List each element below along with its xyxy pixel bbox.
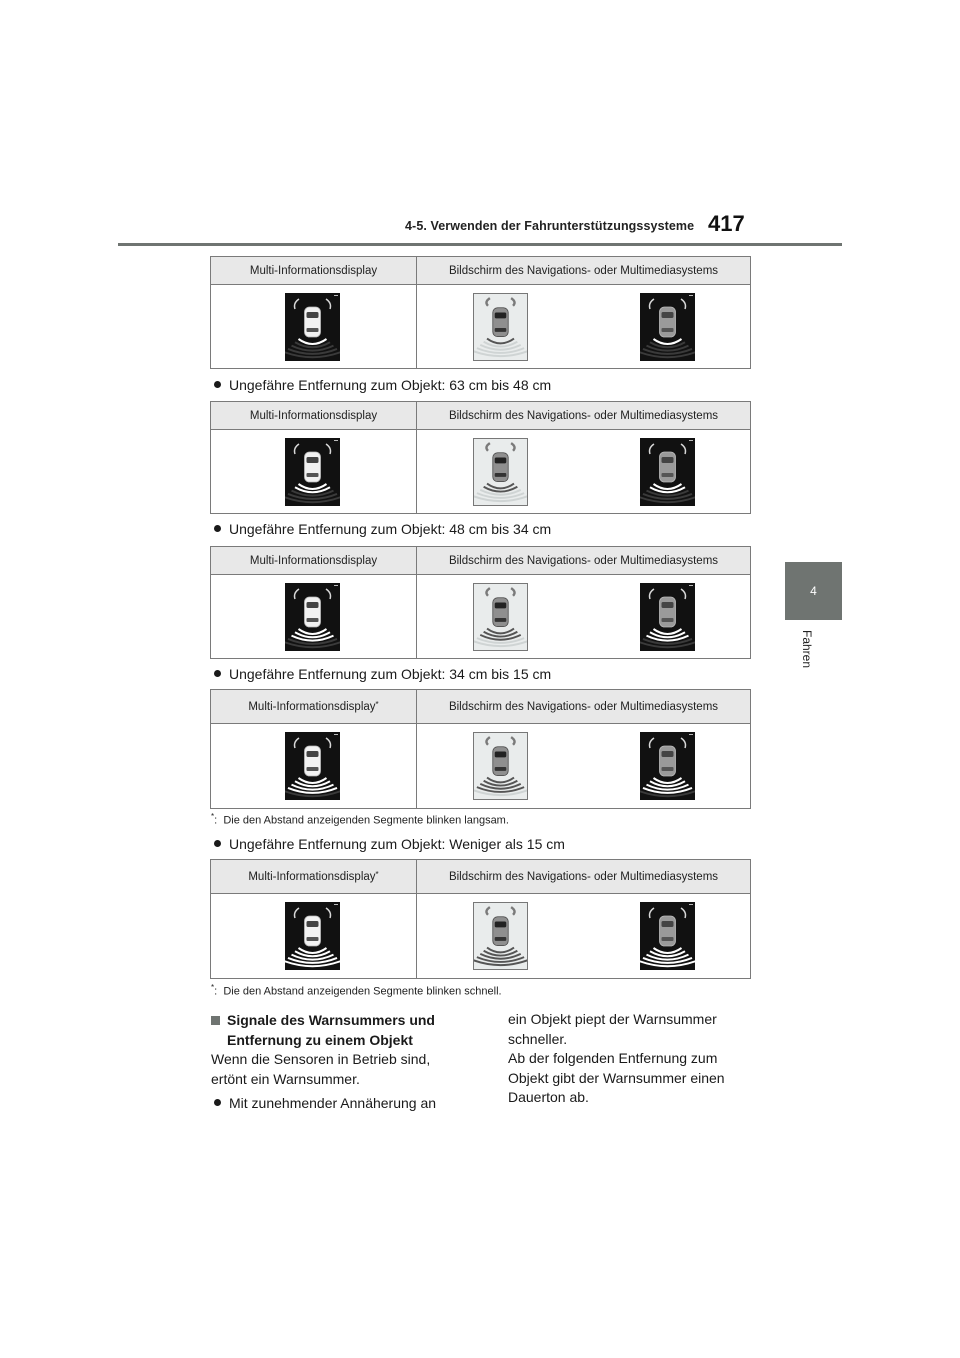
footnote: *: Die den Abstand anzeigenden Segmente blinken schnell. xyxy=(211,983,502,998)
nav-parking-display-dark xyxy=(640,902,695,970)
nav-parking-display xyxy=(473,732,528,800)
chapter-label: Fahren xyxy=(800,630,814,669)
car-windshield xyxy=(662,921,674,927)
column-header-mid: Multi-Informationsdisplay * xyxy=(211,690,417,723)
indicator-mark xyxy=(334,440,338,441)
display-table-3 xyxy=(210,546,751,659)
nav-parking-display xyxy=(473,902,528,970)
car-icon xyxy=(305,916,321,946)
table-header xyxy=(211,547,750,575)
column-header-nav: Bildschirm des Navigations- oder Multimediasystems xyxy=(448,700,719,713)
car-rear-window xyxy=(307,473,319,477)
car-icon xyxy=(305,746,321,776)
body-paragraph-col2: ein Objekt piept der Warnsummer schneller. Ab der folgenden Entfernung zum Objekt gibt der Warnsummer einen Dauerton ab. xyxy=(508,1011,725,1105)
indicator-mark xyxy=(334,904,338,905)
nav-parking-display xyxy=(473,438,528,506)
car-icon xyxy=(660,597,676,627)
section-title: 4-5. Verwenden der Fahrunterstützungssysteme xyxy=(405,219,695,233)
indicator-mark xyxy=(334,295,338,296)
body-bullet: Mit zunehmender Annäherung an xyxy=(214,1095,436,1111)
nav-parking-display-dark xyxy=(640,732,695,800)
car-icon xyxy=(660,916,676,946)
nav-parking-display-dark xyxy=(640,293,695,361)
car-rear-window xyxy=(662,937,674,941)
car-windshield xyxy=(662,602,674,608)
column-header-mid: Multi-Informationsdisplay xyxy=(211,257,417,284)
asterisk-marker: * xyxy=(375,700,379,709)
indicator-mark xyxy=(689,904,693,905)
mid-parking-display xyxy=(285,438,340,506)
table-row xyxy=(211,285,750,368)
front-right-sensor xyxy=(511,588,514,596)
car-icon xyxy=(493,453,508,482)
column-header-mid: Multi-Informationsdisplay * xyxy=(211,860,417,893)
nav-parking-display xyxy=(473,583,528,651)
car-rear-window xyxy=(495,618,507,622)
section-heading: Signale des Warnsummers und Entfernung zu einem Objekt xyxy=(211,1010,435,1050)
car-rear-window xyxy=(662,473,674,477)
front-left-sensor xyxy=(486,907,489,915)
car-rear-window xyxy=(662,767,674,771)
asterisk-marker: * xyxy=(375,870,379,879)
car-icon xyxy=(493,308,508,337)
distance-segment xyxy=(487,948,514,953)
car-windshield xyxy=(307,312,319,318)
car-rear-window xyxy=(495,767,507,771)
distance-bullet: Ungefähre Entfernung zum Objekt: 48 cm bis 34 cm xyxy=(214,521,551,537)
distance-bullet: Ungefähre Entfernung zum Objekt: 34 cm bis 15 cm xyxy=(214,666,551,682)
car-rear-window xyxy=(307,767,319,771)
column-header-mid: Multi-Informationsdisplay xyxy=(211,547,417,574)
column-header-nav: Bildschirm des Navigations- oder Multimediasystems xyxy=(448,264,719,277)
column-header-nav: Bildschirm des Navigations- oder Multimediasystems xyxy=(448,554,719,567)
indicator-mark xyxy=(334,585,338,586)
car-icon xyxy=(305,307,321,337)
car-windshield xyxy=(307,602,319,608)
distance-bullet: Ungefähre Entfernung zum Objekt: Weniger als 15 cm xyxy=(214,836,565,852)
table-row xyxy=(211,430,750,513)
car-rear-window xyxy=(307,618,319,622)
nav-parking-display-dark xyxy=(640,583,695,651)
distance-segment xyxy=(487,484,514,489)
nav-parking-display xyxy=(473,293,528,361)
car-rear-window xyxy=(495,937,507,941)
table-header xyxy=(211,257,750,285)
mid-parking-display xyxy=(285,293,340,361)
car-rear-window xyxy=(307,937,319,941)
display-table-4 xyxy=(210,689,751,809)
front-left-sensor xyxy=(486,737,489,745)
car-rear-window xyxy=(662,618,674,622)
car-windshield xyxy=(307,457,319,463)
nav-parking-display-dark xyxy=(640,438,695,506)
distance-segment xyxy=(487,778,514,783)
distance-segment xyxy=(487,629,514,634)
car-icon xyxy=(305,597,321,627)
page-number: 417 xyxy=(708,211,745,236)
display-table-5 xyxy=(210,859,751,979)
display-table-2 xyxy=(210,401,751,514)
mid-parking-display xyxy=(285,732,340,800)
front-right-sensor xyxy=(511,298,514,306)
header-rule xyxy=(118,243,842,246)
car-windshield xyxy=(662,457,674,463)
car-windshield xyxy=(307,921,319,927)
indicator-mark xyxy=(689,440,693,441)
indicator-mark xyxy=(689,734,693,735)
front-right-sensor xyxy=(511,737,514,745)
car-icon xyxy=(660,307,676,337)
car-windshield xyxy=(495,313,507,319)
car-rear-window xyxy=(495,328,507,332)
car-icon xyxy=(660,452,676,482)
chapter-number: 4 xyxy=(810,584,817,598)
front-left-sensor xyxy=(486,443,489,451)
chapter-tab xyxy=(785,562,842,620)
table-row xyxy=(211,894,750,978)
front-left-sensor xyxy=(486,298,489,306)
car-icon xyxy=(493,598,508,627)
table-row xyxy=(211,575,750,658)
car-windshield xyxy=(495,458,507,464)
car-windshield xyxy=(495,752,507,758)
car-icon xyxy=(493,917,508,946)
car-icon xyxy=(660,746,676,776)
mid-parking-display xyxy=(285,583,340,651)
mid-parking-display xyxy=(285,902,340,970)
front-right-sensor xyxy=(511,907,514,915)
front-left-sensor xyxy=(486,588,489,596)
table-row xyxy=(211,724,750,808)
display-table-1 xyxy=(210,256,751,369)
car-windshield xyxy=(495,603,507,609)
table-header xyxy=(211,860,750,894)
car-windshield xyxy=(662,312,674,318)
indicator-mark xyxy=(334,734,338,735)
car-rear-window xyxy=(662,328,674,332)
distance-bullet: Ungefähre Entfernung zum Objekt: 63 cm bis 48 cm xyxy=(214,377,551,393)
front-right-sensor xyxy=(511,443,514,451)
car-rear-window xyxy=(495,473,507,477)
indicator-mark xyxy=(689,295,693,296)
car-icon xyxy=(305,452,321,482)
column-header-nav: Bildschirm des Navigations- oder Multimediasystems xyxy=(448,409,719,422)
car-icon xyxy=(493,747,508,776)
table-header xyxy=(211,690,750,724)
car-windshield xyxy=(495,922,507,928)
section-square-icon xyxy=(211,1016,220,1025)
column-header-mid: Multi-Informationsdisplay xyxy=(211,402,417,429)
car-windshield xyxy=(307,751,319,757)
column-header-nav: Bildschirm des Navigations- oder Multimediasystems xyxy=(448,870,719,883)
car-rear-window xyxy=(307,328,319,332)
car-windshield xyxy=(662,751,674,757)
body-paragraph: Wenn die Sensoren in Betrieb sind, ertönt ein Warnsummer. xyxy=(211,1051,431,1087)
table-header xyxy=(211,402,750,430)
distance-segment xyxy=(487,339,514,344)
footnote: *: Die den Abstand anzeigenden Segmente blinken langsam. xyxy=(211,812,509,827)
indicator-mark xyxy=(689,585,693,586)
